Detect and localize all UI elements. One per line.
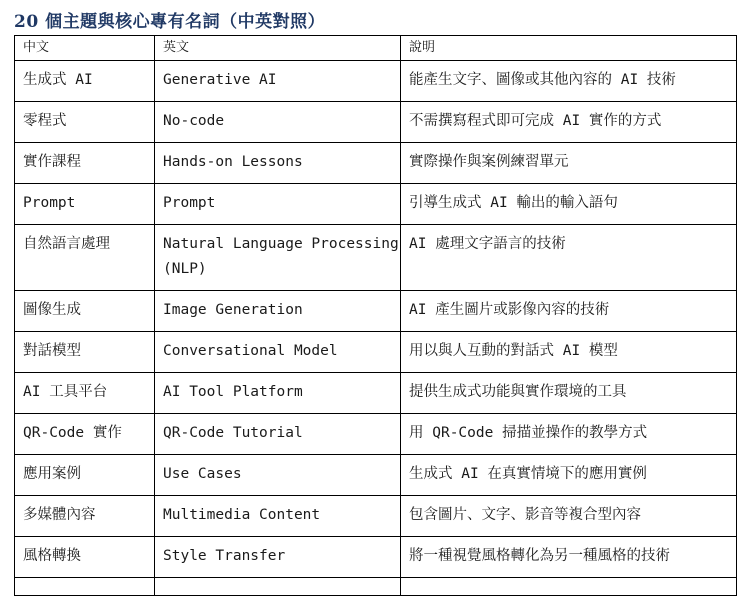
cell-chinese (15, 578, 155, 596)
table-row (15, 291, 737, 332)
cell-description: 用以與人互動的對話式 AI 模型 (401, 332, 737, 373)
cell-description: 不需撰寫程式即可完成 AI 實作的方式 (401, 102, 737, 143)
table-row (15, 143, 737, 184)
table-row (15, 332, 737, 373)
cell-english: Style Transfer (155, 537, 401, 578)
cell-description: 實際操作與案例練習單元 (401, 143, 737, 184)
cell-description: AI 產生圖片或影像內容的技術 (401, 291, 737, 332)
cell-description: 包含圖片、文字、影音等複合型內容 (401, 496, 737, 537)
cell-description: 引導生成式 AI 輸出的輸入語句 (401, 184, 737, 225)
cell-english: Prompt (155, 184, 401, 225)
cell-english (155, 578, 401, 596)
cell-english: No-code (155, 102, 401, 143)
document-title: 20 個主題與核心專有名詞（中英對照） (14, 12, 326, 32)
table-row-cut-off (15, 578, 737, 596)
cell-description: 將一種視覺風格轉化為另一種風格的技術 (401, 537, 737, 578)
cell-chinese: 應用案例 (15, 455, 155, 496)
table-row (15, 373, 737, 414)
cell-description: 能產生文字、圖像或其他內容的 AI 技術 (401, 61, 737, 102)
table-row (15, 455, 737, 496)
cell-description: AI 處理文字語言的技術 (401, 225, 737, 291)
glossary-table (14, 35, 737, 596)
cell-english: Hands-on Lessons (155, 143, 401, 184)
table-row (15, 102, 737, 143)
table-row (15, 537, 737, 578)
cell-chinese: 生成式 AI (15, 61, 155, 102)
cell-english: Image Generation (155, 291, 401, 332)
cell-chinese: QR-Code 實作 (15, 414, 155, 455)
cell-english: QR-Code Tutorial (155, 414, 401, 455)
cell-chinese: 圖像生成 (15, 291, 155, 332)
cell-english: Generative AI (155, 61, 401, 102)
table-row (15, 61, 737, 102)
cell-description: 用 QR-Code 掃描並操作的教學方式 (401, 414, 737, 455)
cell-chinese: 多媒體內容 (15, 496, 155, 537)
cell-description (401, 578, 737, 596)
cell-english: Multimedia Content (155, 496, 401, 537)
cell-chinese: 自然語言處理 (15, 225, 155, 291)
cell-chinese: 零程式 (15, 102, 155, 143)
cell-description: 生成式 AI 在真實情境下的應用實例 (401, 455, 737, 496)
table-row (15, 414, 737, 455)
cell-english: Use Cases (155, 455, 401, 496)
table-row (15, 184, 737, 225)
cell-chinese: 對話模型 (15, 332, 155, 373)
cell-english: Natural Language Processing (NLP) (155, 225, 401, 291)
cell-chinese: Prompt (15, 184, 155, 225)
table-row (15, 225, 737, 291)
table-header-row (15, 36, 737, 61)
header-english: 英文 (155, 36, 401, 61)
table-row (15, 496, 737, 537)
header-chinese: 中文 (15, 36, 155, 61)
cell-description: 提供生成式功能與實作環境的工具 (401, 373, 737, 414)
cell-chinese: 實作課程 (15, 143, 155, 184)
cell-english: AI Tool Platform (155, 373, 401, 414)
cell-chinese: AI 工具平台 (15, 373, 155, 414)
cell-chinese: 風格轉換 (15, 537, 155, 578)
cell-english: Conversational Model (155, 332, 401, 373)
header-description: 說明 (401, 36, 737, 61)
